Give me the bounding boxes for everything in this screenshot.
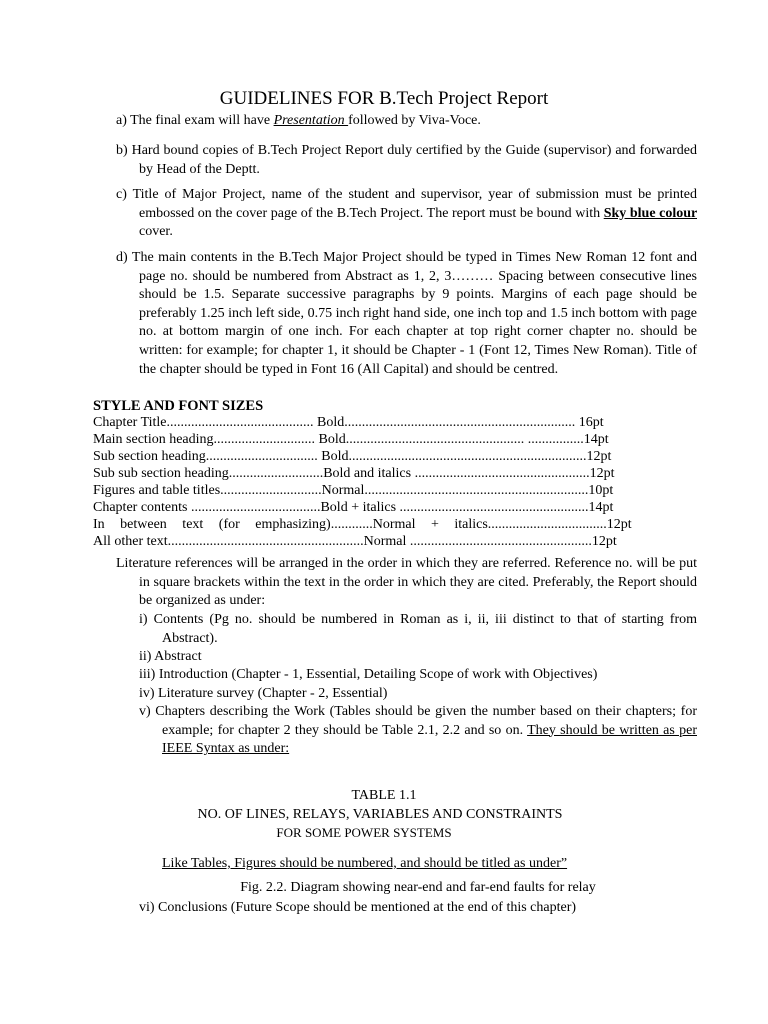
point-c bbox=[116, 186, 697, 242]
style-row-figures-tables: Figures and table titles.............................Normal................................................................10pt bbox=[93, 483, 614, 498]
point-a-emphasis: Presentation bbox=[273, 113, 349, 128]
literature-paragraph: Literature references will be arranged in the order in which they are referred. Reference no. will be put in square brackets within the text in the order in which they are cited. Preferably, the Report should be organized as under: bbox=[116, 556, 697, 609]
style-row-main-section: Main section heading............................. Bold................................................... ................14pt bbox=[93, 432, 609, 447]
point-b: b) Hard bound copies of B.Tech Project Report duly certified by the Guide (supervisor) and forwarded by Head of the Deptt. bbox=[116, 143, 697, 177]
list-item-introduction: iii) Introduction (Chapter - 1, Essential, Detailing Scope of work with Objectives) bbox=[139, 667, 598, 682]
style-row-sub-section: Sub section heading................................ Bold....................................................................12pt bbox=[93, 449, 612, 464]
table-caption-subtitle: FOR SOME POWER SYSTEMS bbox=[276, 825, 452, 840]
point-c-prefix: c) Title of Major Project, name of the student and supervisor, year of submission must be printed embossed on the cover page of the B.Tech Project. The report must be bound with bbox=[116, 187, 697, 221]
style-row-chapter-contents: Chapter contents .....................................Bold + italics ......................................................14pt bbox=[93, 500, 614, 515]
point-c-suffix: cover. bbox=[139, 224, 173, 240]
item-v-underlined: They should be written as per IEEE Syntax as under: bbox=[162, 722, 697, 757]
page-title: GUIDELINES FOR B.Tech Project Report bbox=[219, 88, 549, 109]
table-caption-number: TABLE 1.1 bbox=[351, 788, 417, 803]
style-row-chapter-title: Chapter Title.......................................... Bold.................................................................. 16pt bbox=[93, 415, 604, 430]
style-row-other-text: All other text........................................................Normal ....................................................12pt bbox=[93, 534, 617, 549]
figures-note: Like Tables, Figures should be numbered, and should be titled as under” bbox=[162, 856, 568, 871]
figure-caption: Fig. 2.2. Diagram showing near-end and far-end faults for relay bbox=[240, 880, 596, 895]
point-a bbox=[116, 112, 697, 131]
point-d: d) The main contents in the B.Tech Major Project should be typed in Times New Roman 12 font and page no. should be numbered from Abstract as 1, 2, 3……… Spacing between consecutive lines should be 1.5. Separate successive paragraphs by 9 points. Margins of each page should be preferably 1.25 inch left side, 0.75 inch right hand side, one inch top and 1.5 inch bottom with page no. at bottom margin of one inch. For each chapter at top right corner chapter no. should be written: for example; for chapter 1, it should be Chapter - 1 (Font 12, Times New Roman). Title of the chapter should be typed in Font 16 (All Capital) and should be centred. bbox=[116, 250, 697, 377]
list-item-abstract: ii) Abstract bbox=[139, 649, 202, 664]
list-item-literature-survey: iv) Literature survey (Chapter - 2, Essential) bbox=[139, 686, 388, 701]
list-item-conclusions: vi) Conclusions (Future Scope should be mentioned at the end of this chapter) bbox=[139, 900, 577, 915]
style-row-emphasizing: In between text (for emphasizing)............Normal + italics..................................12pt bbox=[93, 517, 632, 532]
point-c-emphasis: Sky blue colour bbox=[603, 205, 697, 221]
list-item-contents: i) Contents (Pg no. should be numbered in Roman as i, ii, iii distinct to that of starting from Abstract). bbox=[139, 612, 697, 646]
style-row-sub-sub-section: Sub sub section heading...........................Bold and italics ..................................................12pt bbox=[93, 466, 615, 481]
item-v-prefix: v) Chapters describing the Work (Tables should be given the number based on their chapters; for example; for chapter 2 they should be Table 2.1, 2.2 and so on. bbox=[139, 704, 697, 738]
point-a-prefix: a) The final exam will have bbox=[116, 113, 274, 128]
point-a-suffix: followed by Viva-Voce. bbox=[348, 113, 481, 128]
table-caption-title: NO. OF LINES, RELAYS, VARIABLES AND CONSTRAINTS bbox=[197, 807, 563, 822]
list-item-chapters bbox=[139, 703, 697, 759]
style-section-heading: STYLE AND FONT SIZES bbox=[93, 398, 264, 414]
